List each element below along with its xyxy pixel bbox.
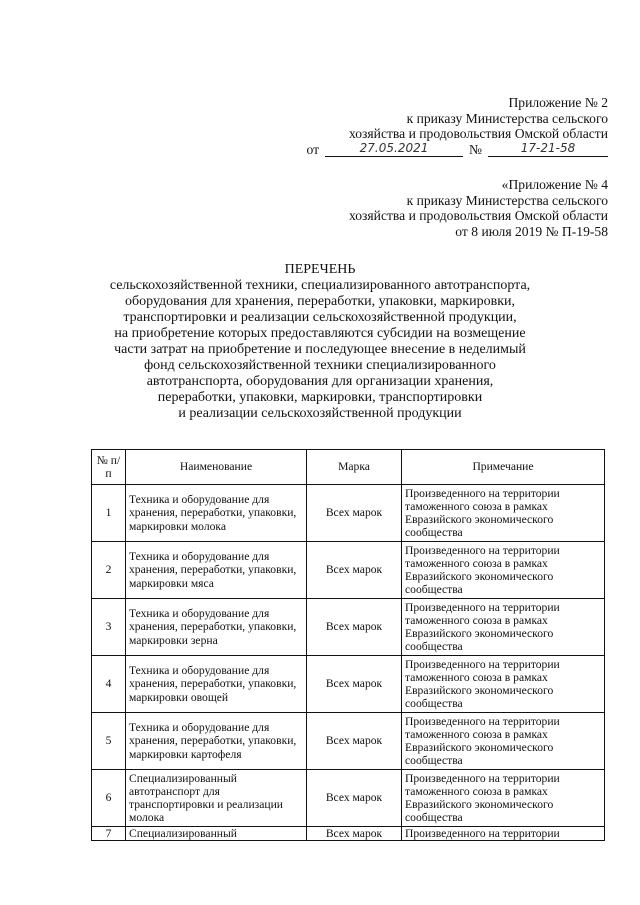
row-num: 5 [92, 713, 126, 770]
row-num: 1 [92, 485, 126, 542]
appendix-4-order-line: к приказу Министерства сельского [406, 192, 608, 208]
row-note: Произведенного на территории таможенного союза в рамках Евразийского экономического сообщества [402, 770, 605, 827]
row-note: Произведенного на территории [402, 827, 605, 841]
table-row [92, 656, 605, 713]
row-brand: Всех марок [307, 485, 402, 542]
header-note: Примечание [402, 450, 605, 485]
row-name: Техника и оборудование для хранения, переработки, упаковки, маркировки картофеля [126, 713, 307, 770]
handwritten-date: 27.05.2021 [325, 142, 463, 157]
appendix-4-ministry-line: хозяйства и продовольствия Омской области [348, 208, 608, 224]
table-row [92, 770, 605, 827]
appendix-2-title: Приложение № 2 [508, 95, 608, 110]
header-name: Наименование [126, 450, 307, 485]
table-row [92, 713, 605, 770]
title-heading: ПЕРЕЧЕНЬ [284, 262, 356, 277]
table-header-row [92, 450, 605, 485]
appendix-2-date-line [306, 142, 608, 158]
row-num: 3 [92, 599, 126, 656]
appendix-2-order-line: к приказу Министерства сельского [406, 110, 608, 126]
handwritten-number: 17-21-58 [488, 142, 608, 157]
from-label: от [306, 141, 320, 157]
appendix-4-title: «Приложение № 4 [501, 177, 608, 192]
title-line: фонд сельскохозяйственной техники специализированного [144, 358, 496, 373]
appendix-4-block [349, 177, 608, 239]
row-name: Техника и оборудование для хранения, переработки, упаковки, маркировки зерна [126, 599, 307, 656]
row-name: Техника и оборудование для хранения, переработки, упаковки, маркировки овощей [126, 656, 307, 713]
row-note: Произведенного на территории таможенного союза в рамках Евразийского экономического сообщества [402, 599, 605, 656]
row-num: 4 [92, 656, 126, 713]
title-line: и реализации сельскохозяйственной продукции [178, 406, 462, 421]
appendix-4-date-line: от 8 июля 2019 № П-19-58 [455, 223, 608, 239]
row-note: Произведенного на территории таможенного союза в рамках Евразийского экономического сообщества [402, 713, 605, 770]
row-name: Техника и оборудование для хранения, переработки, упаковки, маркировки молока [126, 485, 307, 542]
title-line: транспортировки и реализации сельскохозяйственной продукции, [123, 310, 517, 325]
row-name: Специализированный автотранспорт для транспортировки и реализации молока [126, 770, 307, 827]
row-brand: Всех марок [307, 827, 402, 841]
title-line: автотранспорта, оборудования для организации хранения, [146, 374, 494, 389]
title-line: переработки, упаковки, маркировки, транспортировки [157, 390, 483, 405]
title-line: сельскохозяйственной техники, специализированного автотранспорта, [109, 278, 531, 293]
row-note: Произведенного на территории таможенного союза в рамках Евразийского экономического сообщества [402, 542, 605, 599]
title-line: на приобретение которых предоставляются субсидии на возмещение [114, 326, 526, 341]
row-num: 7 [92, 827, 126, 841]
table-row [92, 827, 605, 841]
appendix-2-block [306, 95, 608, 157]
row-note: Произведенного на территории таможенного союза в рамках Евразийского экономического сообщества [402, 485, 605, 542]
row-brand: Всех марок [307, 656, 402, 713]
row-name: Техника и оборудование для хранения, переработки, упаковки, маркировки мяса [126, 542, 307, 599]
row-note: Произведенного на территории таможенного союза в рамках Евразийского экономического сообщества [402, 656, 605, 713]
row-brand: Всех марок [307, 542, 402, 599]
title-line: части затрат на приобретение и последующее внесение в неделимый [114, 342, 526, 357]
table-row [92, 542, 605, 599]
row-name: Специализированный [126, 827, 307, 841]
equipment-table [91, 449, 605, 841]
table-row [92, 485, 605, 542]
header-num: № п/п [92, 450, 126, 485]
row-num: 6 [92, 770, 126, 827]
table-row [92, 599, 605, 656]
document-title [0, 262, 640, 422]
appendix-2-ministry-line: хозяйства и продовольствия Омской области [348, 126, 608, 142]
row-brand: Всех марок [307, 713, 402, 770]
row-brand: Всех марок [307, 599, 402, 656]
number-label: № [469, 141, 482, 157]
row-brand: Всех марок [307, 770, 402, 827]
title-line: оборудования для хранения, переработки, упаковки, маркировки, [125, 294, 515, 309]
row-num: 2 [92, 542, 126, 599]
header-brand: Марка [307, 450, 402, 485]
